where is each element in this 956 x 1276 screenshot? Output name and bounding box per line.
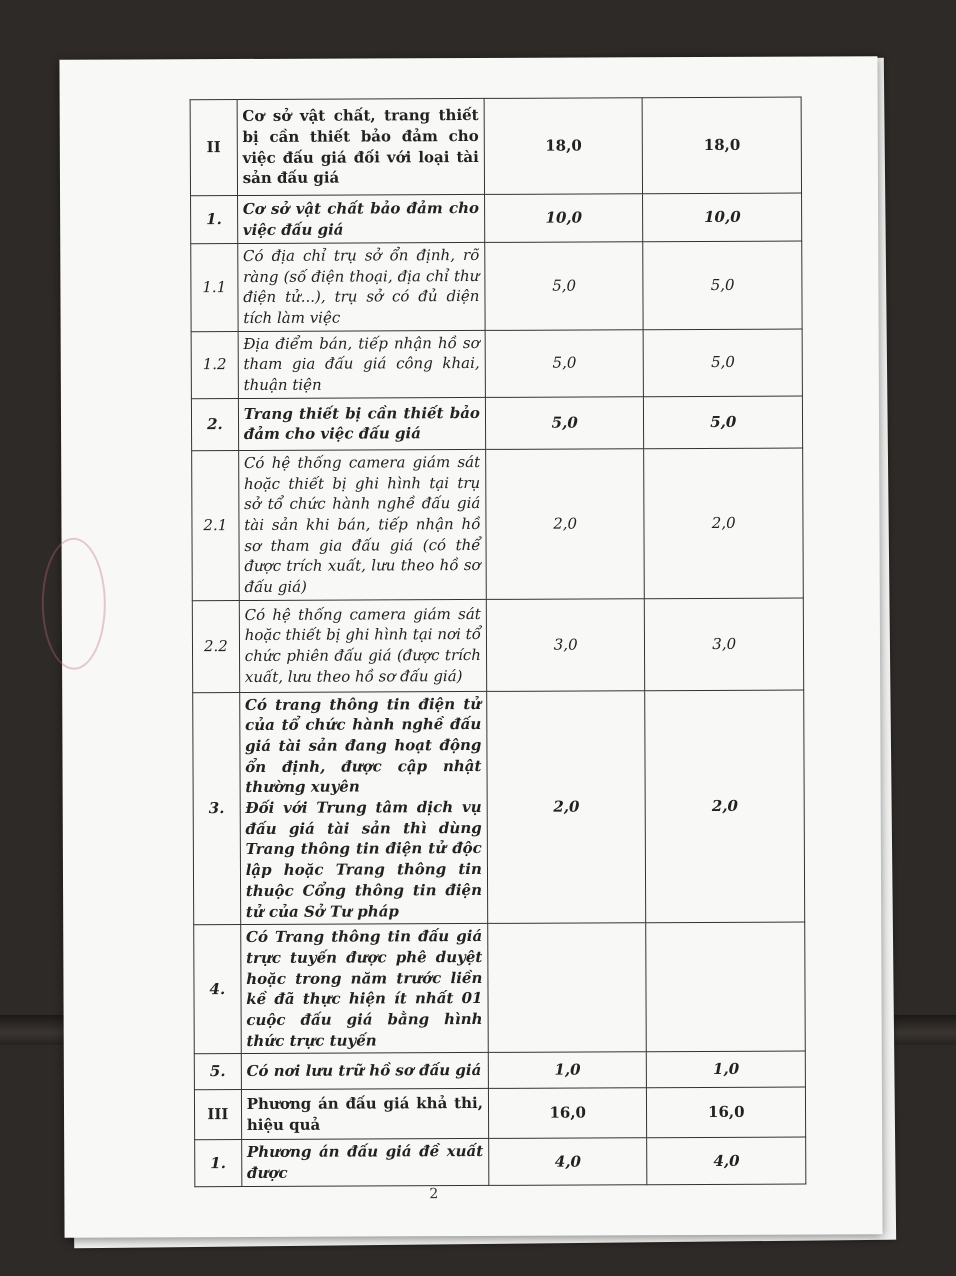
row-content: Có trang thông tin điện tử của tổ chức hành nghề đấu giá tài sản đang hoạt động ổn định, được cập nhật thường xuyên Đối với Trung tâm dịch vụ đấu giá tài sản thì dùng Trang thông tin điện tử độc lập hoặc Trang thông tin thuộc Cổng thông tin điện tử của Sở Tư pháp: [239, 691, 487, 925]
max-score: 2,0: [487, 690, 647, 923]
awarded-score: 2,0: [645, 690, 805, 923]
row-content: Địa điểm bán, tiếp nhận hồ sơ tham gia đấu giá công khai, thuận tiện: [238, 330, 485, 398]
max-score: 1,0: [488, 1052, 647, 1089]
max-score: 18,0: [484, 98, 643, 195]
max-score: 16,0: [488, 1088, 647, 1139]
row-number: 1.2: [191, 331, 238, 398]
row-number: 1.: [195, 1140, 242, 1187]
awarded-score: 5,0: [644, 329, 803, 397]
row-content: Cơ sở vật chất, trang thiết bị cần thiết bảo đảm cho việc đấu giá đối với loại tài sản đấu giá: [237, 98, 485, 195]
row-number: III: [194, 1090, 241, 1140]
row-content: Có Trang thông tin đấu giá trực tuyến được phê duyệt hoặc trong năm trước liền kề đã thực hiện ít nhất 01 cuộc đấu giá bằng hình thức trực tuyến: [240, 924, 488, 1054]
row-content: Có nơi lưu trữ hồ sơ đấu giá: [241, 1053, 488, 1090]
row-number: 1.1: [191, 244, 238, 332]
document-page: [59, 56, 882, 1238]
table-row: [190, 97, 801, 196]
scoring-table: [190, 97, 807, 1187]
table-row: [194, 922, 806, 1054]
row-content: Có hệ thống camera giám sát hoặc thiết bị ghi hình tại nơi tổ chức phiên đấu giá (được trích xuất, lưu theo hồ sơ đấu giá): [239, 599, 487, 692]
table-row: [195, 1137, 806, 1186]
max-score: [488, 923, 647, 1053]
awarded-score: 5,0: [644, 396, 803, 449]
row-content: Có địa chỉ trụ sở ổn định, rõ ràng (số điện thoại, địa chỉ thư điện tử...), trụ sở có đủ diện tích làm việc: [237, 242, 485, 331]
table-row: [193, 690, 805, 925]
row-content: Có hệ thống camera giám sát hoặc thiết bị ghi hình tại trụ sở tổ chức hành nghề đấu giá tài sản khi bán, tiếp nhận hồ sơ tham gia đấu giá (có thể được trích xuất, lưu theo hồ sơ đấu giá): [238, 449, 486, 600]
row-content: Phương án đấu giá đề xuất được: [241, 1139, 488, 1186]
row-number: 3.: [193, 692, 241, 925]
awarded-score: [646, 922, 805, 1052]
row-number: 2.2: [192, 600, 239, 692]
row-content: Cơ sở vật chất bảo đảm cho việc đấu giá: [237, 194, 484, 243]
max-score: 4,0: [489, 1138, 648, 1185]
awarded-score: 2,0: [644, 448, 803, 599]
red-seal-stamp: [42, 538, 107, 670]
max-score: 3,0: [486, 598, 645, 691]
table-row: [194, 1051, 805, 1090]
max-score: 5,0: [485, 397, 644, 450]
row-number: 2.: [191, 398, 238, 450]
table-row: [191, 241, 802, 331]
awarded-score: 16,0: [647, 1087, 806, 1138]
row-content: Phương án đấu giá khả thi, hiệu quả: [241, 1089, 488, 1140]
table-row: [192, 448, 804, 600]
row-number: 1.: [191, 196, 238, 244]
awarded-score: 4,0: [647, 1137, 806, 1184]
awarded-score: 5,0: [643, 241, 802, 329]
awarded-score: 3,0: [645, 598, 804, 691]
page-number: 2: [429, 1186, 439, 1203]
table-row: [194, 1087, 805, 1140]
row-number: 5.: [194, 1054, 241, 1090]
row-content: Trang thiết bị cần thiết bảo đảm cho việc đấu giá: [238, 397, 485, 450]
max-score: 2,0: [486, 449, 645, 600]
max-score: 5,0: [485, 242, 644, 330]
awarded-score: 10,0: [643, 193, 802, 242]
table-row: [191, 396, 802, 451]
row-number: 4.: [194, 925, 241, 1054]
awarded-score: 1,0: [647, 1051, 806, 1088]
awarded-score: 18,0: [643, 97, 802, 194]
row-number: II: [190, 100, 237, 196]
max-score: 5,0: [485, 329, 644, 397]
table-row: [192, 598, 803, 693]
max-score: 10,0: [484, 194, 643, 243]
table-row: [191, 329, 802, 399]
row-number: 2.1: [192, 450, 239, 600]
table-row: [191, 193, 802, 244]
